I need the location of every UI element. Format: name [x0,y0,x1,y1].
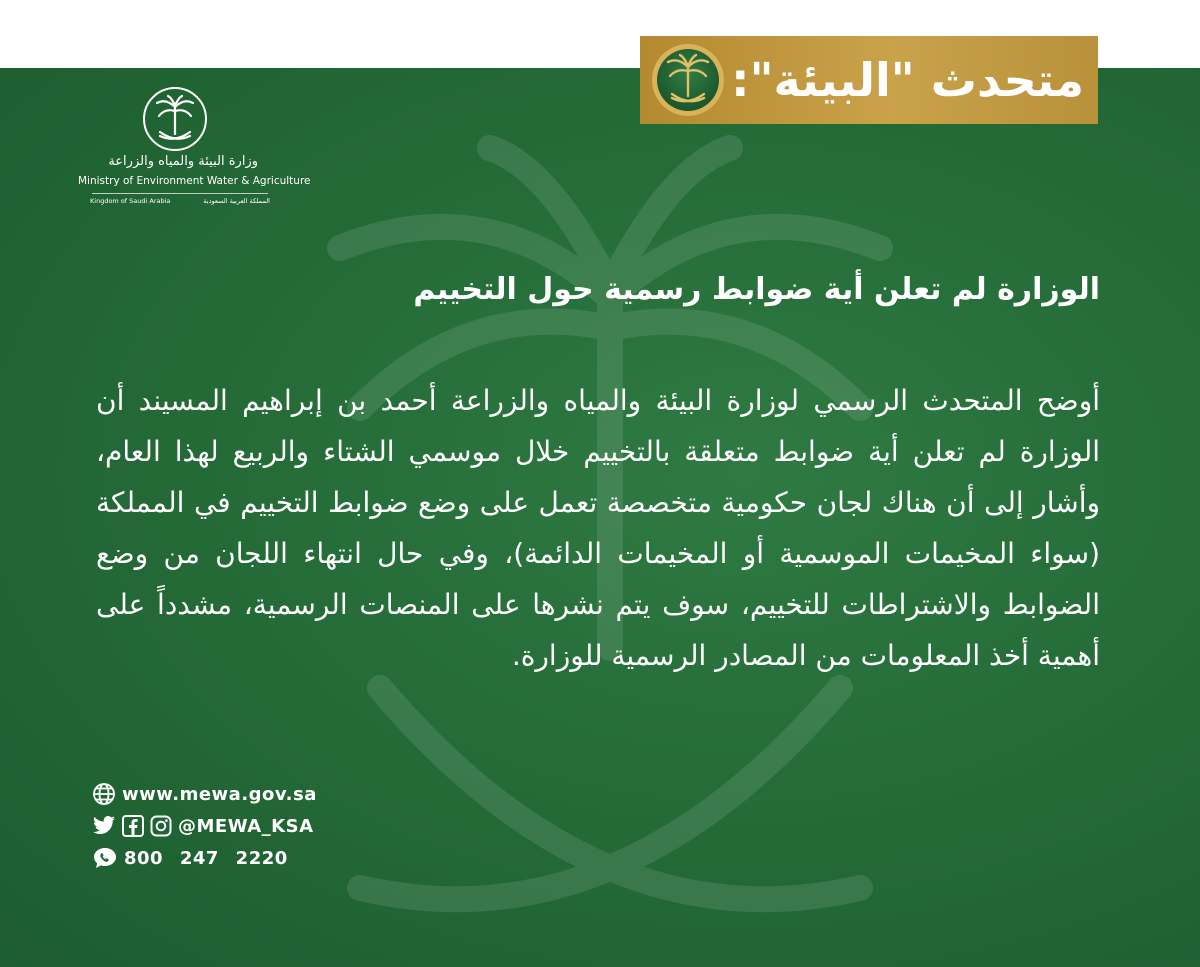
logo-english-name: Ministry of Environment Water & Agriculture [78,175,311,187]
logo-divider [92,193,268,194]
logo-arabic-name: وزارة البيئة والمياه والزراعة [108,154,258,169]
article-headline: الوزارة لم تعلن أية ضوابط رسمية حول التخييم [413,272,1100,307]
phone-row [92,844,352,872]
palm-emblem-icon [142,86,208,152]
logo-kingdom-arabic: المملكة العربية السعودية [203,197,270,205]
twitter-icon[interactable] [92,815,116,837]
logo-kingdom-english: Kingdom of Saudi Arabia [90,197,171,205]
social-handle[interactable]: @MEWA_KSA [178,815,314,837]
spokesperson-header-bar [640,36,1098,124]
ministry-logo [74,86,311,216]
logo-kingdom [90,197,270,205]
phone-icon [92,846,118,870]
globe-icon [92,782,116,806]
contact-info [92,780,352,876]
phone-number[interactable]: 800 247 2220 [124,847,288,869]
website-row [92,780,352,808]
ministry-seal-icon [650,42,726,118]
website-link[interactable]: www.mewa.gov.sa [122,783,317,805]
instagram-icon[interactable] [150,815,172,837]
social-row [92,812,352,840]
header-title: متحدث "البيئة": [731,53,1084,107]
facebook-icon[interactable] [122,815,144,837]
article-body: أوضح المتحدث الرسمي لوزارة البيئة والمياه والزراعة أحمد بن إبراهيم المسيند أن الوزارة لم تعلن أية ضوابط متعلقة بالتخييم خلال موسمي الشتاء والربيع لهذا العام، وأشار إلى أن هناك لجان حكومية متخصصة تعمل على وضع ضوابط التخييم في المملكة (سواء المخيمات الموسمية أو المخيمات الدائمة)، وفي حال انتهاء اللجان من وضع الضوابط والاشتراطات للتخييم، سوف يتم نشرها على المنصات الرسمية، مشدداً على أهمية أخذ المعلومات من المصادر الرسمية للوزارة. [96,384,1100,672]
